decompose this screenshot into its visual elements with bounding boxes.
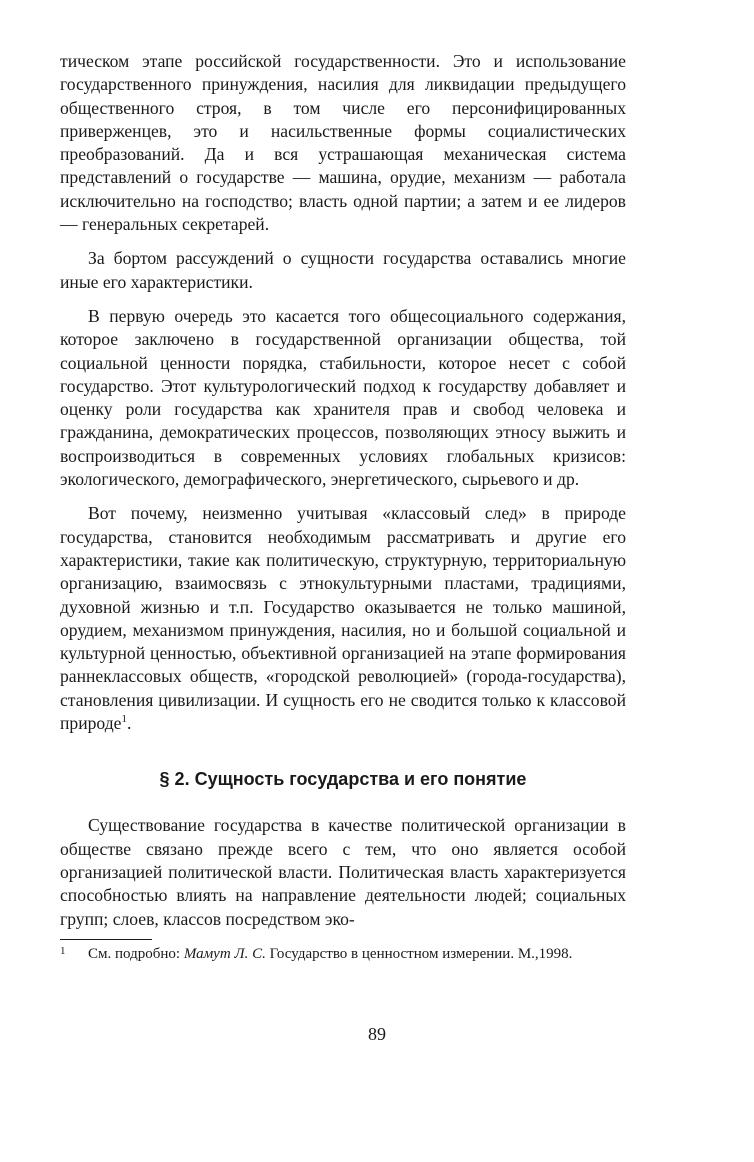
footnote-text: Государство в ценностном измерении. М.,1998. bbox=[265, 945, 573, 962]
section-heading: § 2. Сущность государства и его понятие bbox=[159, 769, 527, 790]
paragraph-1: тическом этапе российской государственности. Это и использование государственного принуждения, насилия для ликвидации предыдущего общественного строя, в том числе его персонифицированных приверженцев, это и насильственные формы социалистических преобразований. Да и вся устрашающая механическая система представлений о государстве — машина, орудие, механизм — работала исключительно на господство; власть одной партии; а затем и ее лидеров — генеральных секретарей. bbox=[60, 51, 626, 235]
footnote-reference: 1 bbox=[121, 713, 127, 726]
paragraph-4-text: Вот почему, неизменно учитывая «классовый след» в природе государства, становится необходимым рассматривать и другие его характеристики, такие как политическую, структурную, территориальную организацию, взаимосвязь с этнокультурными пластами, традициями, духовной жизнью и т.п. Государство оказывается не только машиной, орудием, механизмом принуждения, насилия, но и большой социальной и культурной ценностью, объективной организацией на этапе формирования раннеклассовых обществ, «городской революцией» (города-государства), становления цивилизации. И сущность его не сводится только к классовой природе bbox=[60, 503, 626, 734]
page-body bbox=[60, 50, 626, 964]
paragraph-5: Существование государства в качестве политической организации в обществе связано прежде всего с тем, что оно является особой организацией политической власти. Политическая власть характеризуется способностью влиять на направление деятельности людей; социальных групп; слоев, классов посредством эко- bbox=[60, 815, 626, 929]
paragraph-2: За бортом рассуждений о сущности государства оставались многие иные его характеристики. bbox=[60, 248, 626, 292]
paragraph-4 bbox=[60, 502, 626, 735]
paragraph-3: В первую очередь это касается того общесоциального содержания, которое заключено в государственной организации общества, той социальной ценности порядка, стабильности, которое несет с собой государство. Этот культурологический подход к государству добавляет и оценку роли государства как хранителя прав и свобод человека и гражданина, демократических процессов, позволяющих этносу выжить и воспроизводиться в современных условиях глобальных кризисов: экологического, демографического, энергетического, сырьевого и др. bbox=[60, 305, 626, 490]
footnote-author: Мамут Л. С. bbox=[183, 945, 266, 962]
paragraph-4-end: . bbox=[126, 713, 132, 734]
footnote bbox=[60, 944, 626, 964]
footnote-prefix: См. подробно: bbox=[88, 945, 184, 962]
page-number: 89 bbox=[368, 1024, 386, 1044]
footnote-mark: 1 bbox=[60, 944, 66, 957]
footnote-divider bbox=[60, 939, 152, 940]
